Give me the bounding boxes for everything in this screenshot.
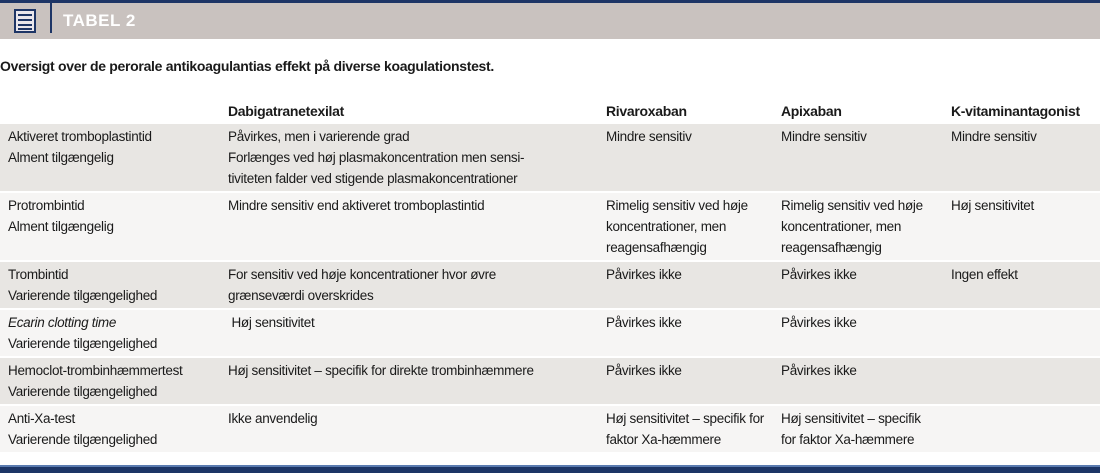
rivaroxaban-cell: Påvirkes ikke xyxy=(598,358,773,404)
col-header: Rivaroxaban xyxy=(606,103,687,119)
test-cell xyxy=(0,406,220,452)
availability: Varierende tilgængelighed xyxy=(8,432,158,447)
k-vitamin-cell: Ingen effekt xyxy=(943,262,1100,308)
test-cell xyxy=(0,262,220,308)
table-row xyxy=(0,310,1100,356)
rivaroxaban-cell: Mindre sensitiv xyxy=(598,124,773,191)
test-name: Ecarin clotting time xyxy=(8,315,117,330)
rivaroxaban-cell: Påvirkes ikke xyxy=(598,262,773,308)
table-row xyxy=(0,124,1100,191)
cell-line: tiviteten falder ved stigende plasmakoncentrationer xyxy=(228,171,518,186)
table-title: TABEL 2 xyxy=(63,11,136,30)
cell-line: For sensitiv ved høje koncentrationer hvor øvre xyxy=(228,267,497,282)
availability: Varierende tilgængelighed xyxy=(8,336,158,351)
col-header: Dabigatranetexilat xyxy=(228,103,344,119)
rivaroxaban-cell: Rimelig sensitiv ved høje koncentrationer, men reagensafhængig xyxy=(598,193,773,260)
header-row xyxy=(0,100,1100,122)
test-name: Trombintid xyxy=(8,267,69,282)
availability: Varierende tilgængelighed xyxy=(8,288,158,303)
test-cell xyxy=(0,358,220,404)
cell-line: Høj sensitivitet xyxy=(228,315,315,330)
divider xyxy=(50,3,52,33)
dabigatran-cell xyxy=(220,262,598,308)
col-header: Apixaban xyxy=(781,103,842,119)
k-vitamin-cell xyxy=(943,358,1100,404)
anticoagulant-table xyxy=(0,98,1100,454)
apixaban-cell: Påvirkes ikke xyxy=(773,262,943,308)
dabigatran-cell xyxy=(220,406,598,452)
col-header xyxy=(0,100,220,122)
table-icon xyxy=(14,9,36,33)
dabigatran-cell xyxy=(220,124,598,191)
apixaban-cell: Påvirkes ikke xyxy=(773,310,943,356)
k-vitamin-cell: Mindre sensitiv xyxy=(943,124,1100,191)
dabigatran-cell xyxy=(220,358,598,404)
test-cell xyxy=(0,310,220,356)
cell-line: Forlænges ved høj plasmakoncentration men sensi- xyxy=(228,150,525,165)
test-name: Hemoclot-trombinhæmmertest xyxy=(8,363,183,378)
dabigatran-cell xyxy=(220,310,598,356)
table-row xyxy=(0,262,1100,308)
cell-line: grænseværdi overskrides xyxy=(228,288,374,303)
cell-line: Påvirkes, men i varierende grad xyxy=(228,129,410,144)
cell-line: Ikke anvendelig xyxy=(228,411,318,426)
test-cell xyxy=(0,124,220,191)
availability: Alment tilgængelig xyxy=(8,150,114,165)
table-header-bar xyxy=(0,3,1100,39)
k-vitamin-cell xyxy=(943,406,1100,452)
test-name: Protrombintid xyxy=(8,198,85,213)
bottom-rule xyxy=(0,465,1100,473)
availability: Alment tilgængelig xyxy=(8,219,114,234)
table-row xyxy=(0,358,1100,404)
col-header: K-vitaminantagonist xyxy=(951,103,1080,119)
rivaroxaban-cell: Påvirkes ikke xyxy=(598,310,773,356)
apixaban-cell: Høj sensitivitet – specifik for faktor Xa-hæmmere xyxy=(773,406,943,452)
cell-line: Mindre sensitiv end aktiveret tromboplastintid xyxy=(228,198,485,213)
table-row xyxy=(0,193,1100,260)
availability: Varierende tilgængelighed xyxy=(8,384,158,399)
cell-line: Høj sensitivitet – specifik for direkte trombinhæmmere xyxy=(228,363,534,378)
table-caption: Oversigt over de perorale antikoagulantias effekt på diverse koagulationstest. xyxy=(0,58,494,74)
k-vitamin-cell: Høj sensitivitet xyxy=(943,193,1100,260)
rivaroxaban-cell: Høj sensitivitet – specifik for faktor Xa-hæmmere xyxy=(598,406,773,452)
test-name: Anti-Xa-test xyxy=(8,411,75,426)
apixaban-cell: Mindre sensitiv xyxy=(773,124,943,191)
test-cell xyxy=(0,193,220,260)
table-row xyxy=(0,406,1100,452)
apixaban-cell: Påvirkes ikke xyxy=(773,358,943,404)
k-vitamin-cell xyxy=(943,310,1100,356)
test-name: Aktiveret tromboplastintid xyxy=(8,129,152,144)
dabigatran-cell xyxy=(220,193,598,260)
apixaban-cell: Rimelig sensitiv ved høje koncentrationer, men reagensafhængig xyxy=(773,193,943,260)
